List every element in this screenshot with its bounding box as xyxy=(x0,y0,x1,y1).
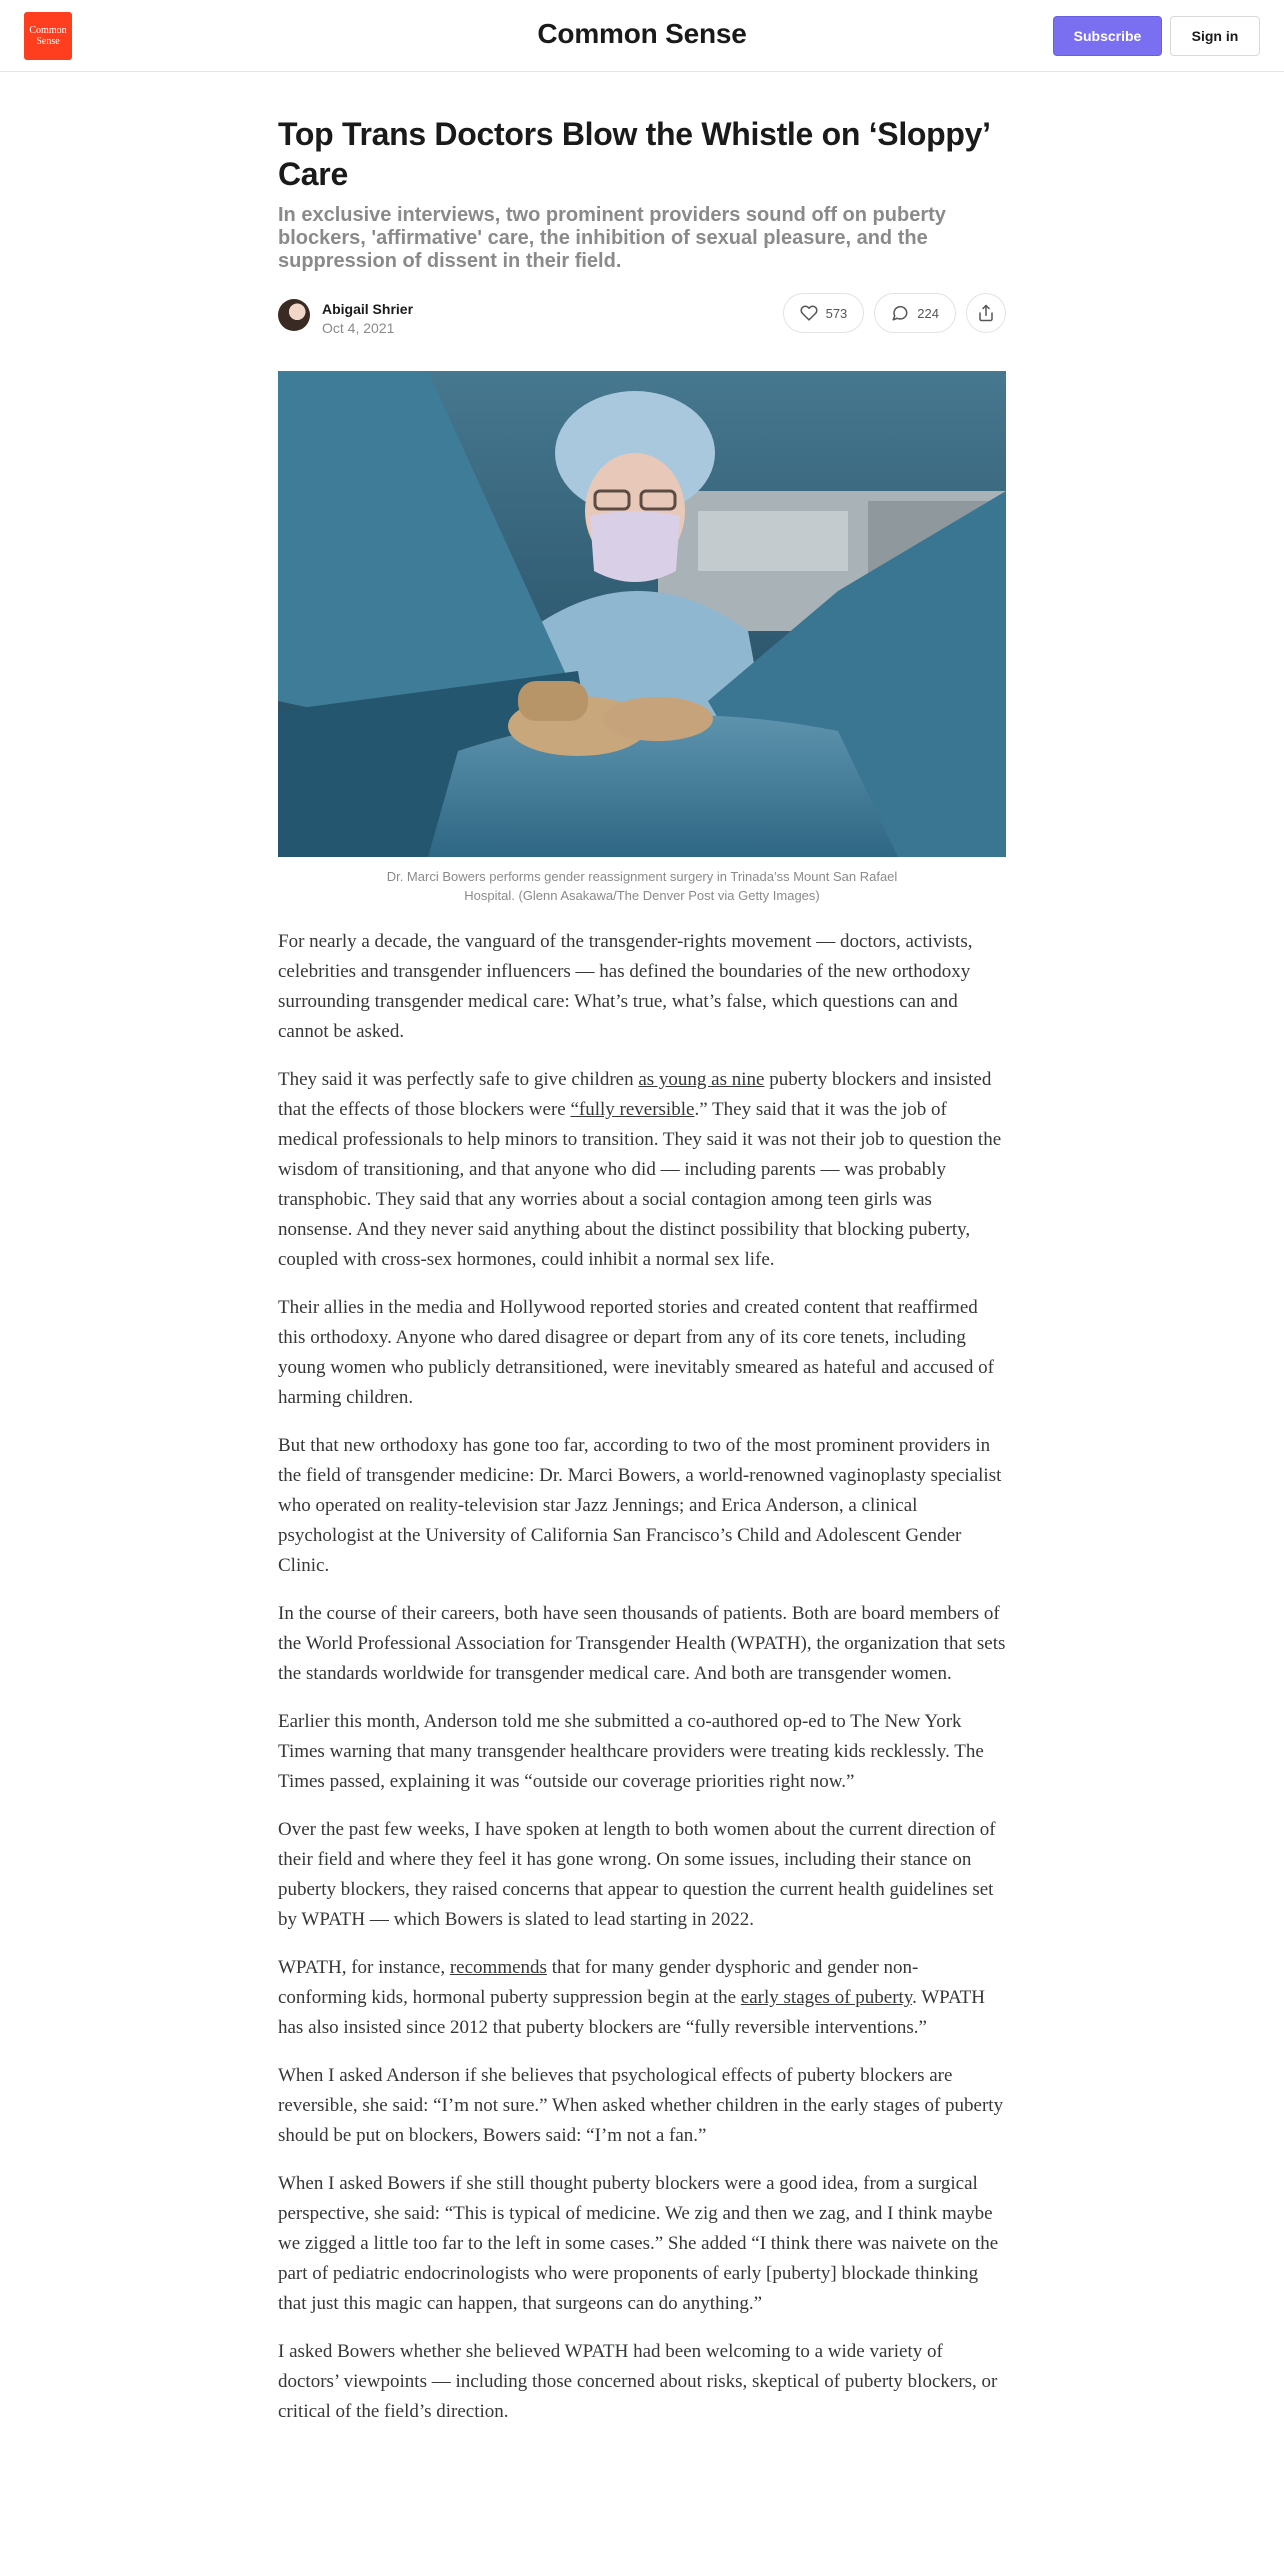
inline-link[interactable]: recommends xyxy=(449,1957,547,1978)
article-paragraph xyxy=(278,2337,1006,2427)
paragraph-text: Earlier this month, Anderson told me she submitted a co-authored op-ed to The New York Times warning that many transgender healthcare providers were treating kids recklessly. The Times passed, explaining it was “outside our coverage priorities right now.” xyxy=(278,1711,984,1792)
article-paragraph xyxy=(278,1707,1006,1797)
logo-text: Common Sense xyxy=(29,25,67,47)
paragraph-text: But that new orthodoxy has gone too far, according to two of the most prominent providers in the field of transgender medicine: Dr. Marci Bowers, a world-renowned vaginoplasty specialist who operated on reality-television star Jazz Jennings; and Erica Anderson, a clinical psychologist at the University of California San Francisco’s Child and Adolescent Gender Clinic. xyxy=(278,1435,1002,1576)
comment-count: 224 xyxy=(917,305,939,321)
paragraph-text: WPATH, for instance, xyxy=(278,1957,450,1978)
article-paragraph xyxy=(278,1293,1006,1413)
publication-title[interactable]: Common Sense xyxy=(537,18,747,49)
paragraph-text: When I asked Bowers if she still thought puberty blockers were a good idea, from a surgical perspective, she said: “This is typical of medicine. We zig and then we zag, and I think maybe we zigged a little too far to the left in some cases.” She added “I think there was naivete on the part of pediatric endocrinologists who were proponents of early [puberty] blockade thinking that just this magic can happen, that surgeons can do anything.” xyxy=(278,2173,999,2314)
top-navigation-bar xyxy=(0,0,1284,72)
subscribe-button[interactable]: Subscribe xyxy=(1053,16,1162,56)
article-paragraph xyxy=(278,2169,1006,2319)
like-count: 573 xyxy=(825,305,848,321)
article-paragraph xyxy=(278,1815,1006,1935)
author-name[interactable]: Abigail Shrier xyxy=(322,301,414,317)
paragraph-text: I asked Bowers whether she believed WPATH had been welcoming to a wide variety of doctors’ viewpoints — including those concerned about risks, skeptical of puberty blockers, or critical of the field’s direction. xyxy=(278,2341,998,2422)
article-paragraph xyxy=(278,1599,1006,1689)
heart-icon xyxy=(800,304,818,322)
paragraph-text: For nearly a decade, the vanguard of the transgender-rights movement — doctors, activists, celebrities and transgender influencers — has defined the boundaries of the new orthodoxy surrounding transgender medical care: What’s true, what’s false, which questions can and cannot be asked. xyxy=(278,931,973,1042)
comments-button[interactable] xyxy=(874,293,956,333)
paragraph-text: that for many gender dysphoric and gender non-conforming kids, hormonal puberty suppression begin at the xyxy=(278,1957,919,2008)
byline xyxy=(278,293,1006,349)
author-avatar[interactable] xyxy=(278,299,310,331)
article xyxy=(278,114,1006,2445)
publish-date: Oct 4, 2021 xyxy=(322,320,395,336)
sign-in-button[interactable]: Sign in xyxy=(1170,16,1260,56)
paragraph-text: Over the past few weeks, I have spoken at length to both women about the current direction of their field and where they feel it has gone wrong. On some issues, including their stance on puberty blockers, they raised concerns that appear to question the current health guidelines set by WPATH — which Bowers is slated to lead starting in 2022. xyxy=(278,1819,996,1930)
share-icon xyxy=(977,304,995,322)
article-paragraph xyxy=(278,1065,1006,1275)
paragraph-text: They said it was perfectly safe to give children xyxy=(278,1069,639,1090)
like-button[interactable] xyxy=(783,293,865,333)
paragraph-text: .” They said that it was the job of medical professionals to help minors to transition. They said it was not their job to question the wisdom of transitioning, and that anyone who did — including parents — was probably transphobic. They said that any worries about a social contagion among teen girls was nonsense. And they never said anything about the distinct possibility that blocking puberty, coupled with cross-sex hormones, could inhibit a normal sex life. xyxy=(278,1099,1002,1270)
inline-link[interactable]: “fully reversible xyxy=(570,1099,695,1120)
paragraph-text: In the course of their careers, both have seen thousands of patients. Both are board members of the World Professional Association for Transgender Health (WPATH), the organization that sets the standards worldwide for transgender medical care. And both are transgender women. xyxy=(278,1603,1006,1684)
article-title: Top Trans Doctors Blow the Whistle on ‘Sloppy’ Care xyxy=(278,116,989,192)
article-paragraph xyxy=(278,1953,1006,2043)
article-paragraph xyxy=(278,927,1006,1047)
paragraph-text: When I asked Anderson if she believes that psychological effects of puberty blockers are reversible, she said: “I’m not sure.” When asked whether children in the early stages of puberty should be put on blockers, Bowers said: “I’m not a fan.” xyxy=(278,2065,1004,2146)
paragraph-text: puberty blockers and insisted that the effects of those blockers were xyxy=(278,1069,992,1120)
comment-bubble-icon xyxy=(891,304,909,322)
inline-link[interactable]: early stages of puberty xyxy=(740,1987,913,2008)
article-body xyxy=(278,927,1006,2427)
image-caption: Dr. Marci Bowers performs gender reassignment surgery in Trinada’ss Mount San Rafael Hospital. (Glenn Asakawa/The Denver Post via Getty Images) xyxy=(386,869,898,903)
article-paragraph xyxy=(278,2061,1006,2151)
share-button[interactable] xyxy=(966,293,1006,333)
surgery-photo xyxy=(278,371,1006,857)
paragraph-text: . WPATH has also insisted since 2012 that puberty blockers are “fully reversible interventions.” xyxy=(278,1987,985,2038)
post-actions xyxy=(783,293,1006,333)
hero-image[interactable] xyxy=(278,371,1006,857)
article-subtitle: In exclusive interviews, two prominent providers sound off on puberty blockers, 'affirmative' care, the inhibition of sexual pleasure, and the suppression of dissent in their field. xyxy=(278,204,946,272)
inline-link[interactable]: as young as nine xyxy=(638,1069,765,1090)
article-paragraph xyxy=(278,1431,1006,1581)
paragraph-text: Their allies in the media and Hollywood reported stories and created content that reaffirmed this orthodoxy. Anyone who dared disagree or depart from any of its core tenets, including young women who publicly detransitioned, were inevitably smeared as hateful and accused of harming children. xyxy=(278,1297,994,1408)
